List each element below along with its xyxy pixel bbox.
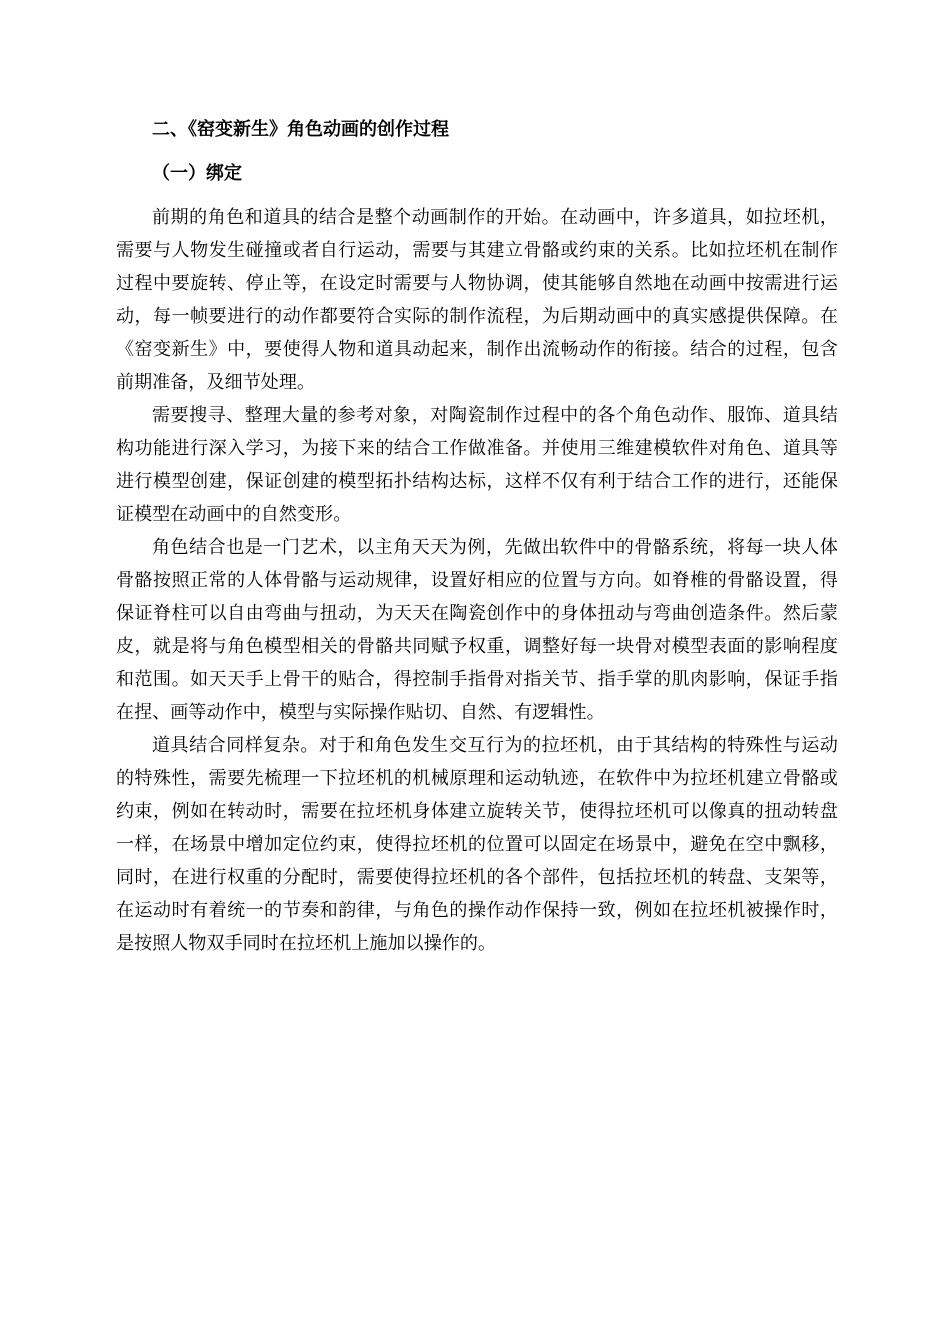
paragraph-2: 需要搜寻、整理大量的参考对象，对陶瓷制作过程中的各个角色动作、服饰、道具结构功能进行深入学习，为接下来的结合工作做准备。并使用三维建模软件对角色、道具等进行模型创建，保证创建的模型拓扑结构达标，这样不仅有利于结合工作的进行，还能保证模型在动画中的自然变形。: [116, 405, 838, 525]
paragraph-3: 角色结合也是一门艺术，以主角天天为例，先做出软件中的骨骼系统，将每一块人体骨骼按照正常的人体骨骼与运动规律，设置好相应的位置与方向。如脊椎的骨骼设置，得保证脊柱可以自由弯曲与扭动，为天天在陶瓷创作中的身体扭动与弯曲创造条件。然后蒙皮，就是将与角色模型相关的骨骼共同赋予权重，调整好每一块骨对模型表面的影响程度和范围。如天天手上骨干的贴合，得控制手指骨对指关节、指手掌的肌肉影响，保证手指在捏、画等动作中，模型与实际操作贴切、自然、有逻辑性。: [116, 537, 838, 723]
subsection-heading: （一）绑定: [152, 163, 242, 184]
paragraph-list: [116, 201, 838, 960]
section-heading: 二、《窑变新生》角色动画的创作过程: [152, 119, 449, 140]
document-body: [116, 115, 838, 960]
paragraph-4: 道具结合同样复杂。对于和角色发生交互行为的拉坯机，由于其结构的特殊性与运动的特殊性，需要先梳理一下拉坯机的机械原理和运动轨迹，在软件中为拉坯机建立骨骼或约束，例如在转动时，需要在拉坯机身体建立旋转关节，使得拉坯机可以像真的扭动转盘一样，在场景中增加定位约束，使得拉坯机的位置可以固定在场景中，避免在空中飘移，同时，在进行权重的分配时，需要使得拉坯机的各个部件，包括拉坯机的转盘、支架等，在运动时有着统一的节奏和韵律，与角色的操作动作保持一致，例如在拉坯机被操作时，是按照人物双手同时在拉坯机上施加以操作的。: [116, 735, 838, 954]
paragraph-1: 前期的角色和道具的结合是整个动画制作的开始。在动画中，许多道具，如拉坯机，需要与人物发生碰撞或者自行运动，需要与其建立骨骼或约束的关系。比如拉坯机在制作过程中要旋转、停止等，在设定时需要与人物协调，使其能够自然地在动画中按需进行运动，每一帧要进行的动作都要符合实际的制作流程，为后期动画中的真实感提供保障。在《窑变新生》中，要使得人物和道具动起来，制作出流畅动作的衔接。结合的过程，包含前期准备，及细节处理。: [116, 207, 838, 393]
